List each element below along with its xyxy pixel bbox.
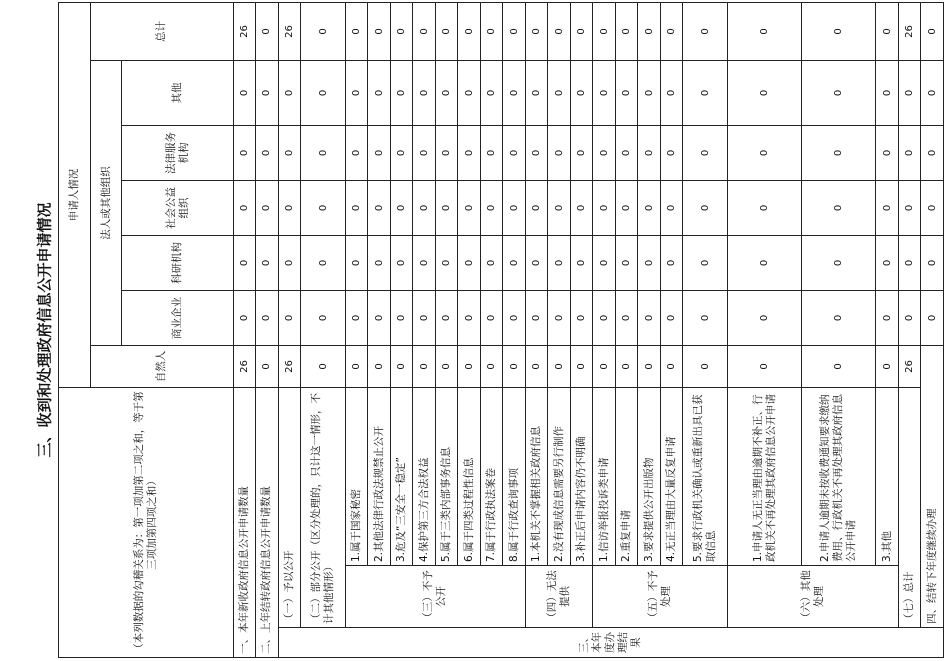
table-row [638, 2, 660, 657]
cell-value: 0 [570, 2, 592, 60]
cell-value: 0 [898, 290, 920, 345]
cell-value: 0 [548, 345, 570, 387]
cell-value: 0 [683, 290, 728, 345]
cell-value: 0 [390, 345, 412, 387]
cell-value: 0 [301, 2, 346, 60]
cell-value: 0 [346, 2, 368, 60]
cell-value: 0 [802, 290, 876, 345]
cell-value: 0 [413, 235, 435, 290]
row-label: 1.属于国家秘密 [346, 387, 368, 565]
cell-value: 0 [390, 2, 412, 60]
cell-value: 0 [413, 345, 435, 387]
header-note: （本列数据的勾稽关系为：第一项加第二项之和，等于第三项加第四项之和） [59, 387, 234, 657]
cell-value: 0 [802, 2, 876, 60]
cell-value: 0 [615, 60, 637, 125]
cell-value: 0 [802, 180, 876, 235]
disclosure-table [58, 2, 944, 658]
table-row [458, 2, 480, 657]
section3-label: 三、本年度办理结果 [278, 628, 943, 658]
cell-value: 0 [480, 2, 502, 60]
cell-value: 0 [458, 290, 480, 345]
cell-value: 0 [548, 2, 570, 60]
cell-value: 0 [233, 180, 255, 235]
cell-value: 0 [728, 180, 802, 235]
cell-value: 0 [921, 290, 944, 345]
row-label: 1.本机关不掌握相关政府信息 [525, 387, 547, 565]
cell-value: 0 [278, 125, 300, 180]
cell-value: 26 [278, 345, 300, 387]
cell-value: 0 [921, 180, 944, 235]
cell-value: 0 [278, 180, 300, 235]
cell-value: 0 [368, 2, 390, 60]
cell-value: 0 [301, 290, 346, 345]
cell-value: 0 [525, 60, 547, 125]
cell-value: 0 [570, 60, 592, 125]
cell-value: 0 [548, 60, 570, 125]
cell-value: 0 [638, 125, 660, 180]
row-label: 3.补正后申请内容仍不明确 [570, 387, 592, 565]
cell-value: 0 [638, 2, 660, 60]
cell-value: 0 [525, 125, 547, 180]
table-row [921, 2, 944, 657]
cell-value: 0 [525, 235, 547, 290]
cell-value: 0 [638, 180, 660, 235]
table-row [413, 2, 435, 657]
cell-value: 0 [346, 60, 368, 125]
cell-value: 0 [638, 60, 660, 125]
cell-value: 0 [233, 60, 255, 125]
cell-value: 0 [570, 125, 592, 180]
cell-value: 0 [876, 345, 898, 387]
cell-value: 0 [480, 235, 502, 290]
row-label: 2.重复申请 [615, 387, 637, 565]
cell-value: 0 [615, 345, 637, 387]
row-label: 3.其他 [876, 387, 898, 565]
cell-value: 0 [683, 345, 728, 387]
cell-value: 0 [615, 125, 637, 180]
row-label: 四、结转下年度继续办理 [921, 345, 944, 627]
cell-value: 0 [390, 60, 412, 125]
cell-value: 26 [233, 345, 255, 387]
cell-value: 0 [802, 125, 876, 180]
table-row [346, 2, 368, 657]
cell-value: 0 [876, 60, 898, 125]
cell-value: 0 [728, 60, 802, 125]
cell-value: 0 [876, 125, 898, 180]
table-row [802, 2, 876, 657]
cell-value: 0 [435, 290, 457, 345]
cell-value: 0 [548, 180, 570, 235]
cell-value: 0 [525, 180, 547, 235]
row-label: （一）予以公开 [278, 387, 300, 627]
header-commercial: 商业企业 [122, 290, 233, 345]
cell-value: 0 [876, 235, 898, 290]
table-row [876, 2, 898, 657]
cell-value: 0 [548, 235, 570, 290]
cell-value: 0 [921, 2, 944, 60]
cell-value: 0 [898, 60, 920, 125]
row-label: 2.其他法律行政法规禁止公开 [368, 387, 390, 565]
cell-value: 0 [525, 2, 547, 60]
table-row [368, 2, 390, 657]
cell-value: 0 [346, 125, 368, 180]
cell-value: 0 [660, 290, 682, 345]
row-label: 5.要求行政机关确认或重新出具已获取信息 [683, 387, 728, 565]
cell-value: 0 [368, 345, 390, 387]
cell-value: 0 [301, 235, 346, 290]
cell-value: 0 [638, 235, 660, 290]
row-label: 2.没有现成信息需要另行制作 [548, 387, 570, 565]
header-legal-group: 法人或其他组织 [90, 60, 122, 345]
cell-value: 0 [503, 345, 525, 387]
cell-value: 0 [256, 345, 278, 387]
cell-value: 0 [233, 290, 255, 345]
cell-value: 0 [435, 235, 457, 290]
cell-value: 0 [683, 2, 728, 60]
row-label: 4.无正当理由大量反复申请 [660, 387, 682, 565]
cell-value: 0 [458, 125, 480, 180]
row-label: 二、上年结转政府信息公开申请数量 [256, 387, 278, 657]
cell-value: 0 [593, 290, 615, 345]
cell-value: 0 [548, 290, 570, 345]
table-row [503, 2, 525, 657]
cell-value: 0 [728, 290, 802, 345]
cell-value: 0 [480, 60, 502, 125]
cell-value: 0 [876, 2, 898, 60]
group-label: （六）其他处理 [728, 566, 899, 628]
table-wrapper [58, 3, 944, 658]
header-research: 科研机构 [122, 235, 233, 290]
cell-value: 0 [503, 60, 525, 125]
cell-value: 0 [368, 180, 390, 235]
table-row [278, 2, 300, 657]
table-row [256, 2, 278, 657]
table-row [570, 2, 592, 657]
cell-value: 0 [898, 235, 920, 290]
table-row [683, 2, 728, 657]
row-label: （七）总计 [898, 387, 920, 627]
cell-value: 0 [615, 180, 637, 235]
cell-value: 0 [435, 345, 457, 387]
row-label: 1.信访举报投诉类申请 [593, 387, 615, 565]
row-label: 8.属于行政查询事项 [503, 387, 525, 565]
row-label: 7.属于行政执法案卷 [480, 387, 502, 565]
header-other: 其他 [122, 60, 233, 125]
row-label: 3.要求提供公开出版物 [638, 387, 660, 565]
cell-value: 0 [368, 235, 390, 290]
cell-value: 0 [503, 290, 525, 345]
cell-value: 0 [480, 290, 502, 345]
cell-value: 0 [728, 235, 802, 290]
row-label: 4.保护第三方合法权益 [413, 387, 435, 565]
cell-value: 0 [728, 2, 802, 60]
cell-value: 0 [660, 125, 682, 180]
cell-value: 0 [480, 345, 502, 387]
table-row [480, 2, 502, 657]
cell-value: 0 [683, 235, 728, 290]
cell-value: 0 [458, 2, 480, 60]
cell-value: 0 [435, 125, 457, 180]
row-label: 1.申请人无正当理由逾期不补正、行政机关不再处理其政府信息公开申请 [728, 387, 802, 565]
cell-value: 0 [413, 290, 435, 345]
cell-value: 0 [593, 235, 615, 290]
cell-value: 0 [503, 235, 525, 290]
cell-value: 0 [233, 235, 255, 290]
cell-value: 0 [728, 125, 802, 180]
cell-value: 0 [921, 235, 944, 290]
cell-value: 0 [660, 60, 682, 125]
header-total: 总计 [90, 2, 233, 60]
cell-value: 0 [802, 60, 876, 125]
cell-value: 0 [256, 290, 278, 345]
cell-value: 0 [368, 60, 390, 125]
cell-value: 0 [458, 235, 480, 290]
table-row [593, 2, 615, 657]
row-label: （二）部分公开（区分处理的，只计这一情形，不计其他情形） [301, 387, 346, 627]
row-label: 6.属于四类过程性信息 [458, 387, 480, 565]
cell-value: 0 [346, 345, 368, 387]
cell-value: 0 [876, 180, 898, 235]
cell-value: 0 [413, 60, 435, 125]
cell-value: 0 [615, 290, 637, 345]
cell-value: 0 [368, 125, 390, 180]
cell-value: 0 [256, 125, 278, 180]
cell-value: 0 [638, 290, 660, 345]
table-row [435, 2, 457, 657]
cell-value: 0 [593, 2, 615, 60]
cell-value: 0 [660, 180, 682, 235]
table-row [301, 2, 346, 657]
cell-value: 0 [525, 290, 547, 345]
table-row [390, 2, 412, 657]
cell-value: 0 [525, 345, 547, 387]
table-row [898, 2, 920, 657]
cell-value: 0 [802, 235, 876, 290]
cell-value: 0 [615, 2, 637, 60]
cell-value: 0 [390, 180, 412, 235]
cell-value: 0 [368, 290, 390, 345]
cell-value: 0 [570, 235, 592, 290]
cell-value: 0 [570, 290, 592, 345]
table-row [728, 2, 802, 657]
cell-value: 0 [503, 2, 525, 60]
cell-value: 0 [593, 60, 615, 125]
cell-value: 0 [570, 180, 592, 235]
header-applicant-group: 申请人情况 [59, 2, 91, 387]
cell-value: 0 [413, 2, 435, 60]
cell-value: 0 [615, 235, 637, 290]
cell-value: 0 [346, 235, 368, 290]
cell-value: 0 [660, 2, 682, 60]
cell-value: 0 [390, 125, 412, 180]
cell-value: 0 [593, 125, 615, 180]
cell-value: 0 [660, 235, 682, 290]
cell-value: 0 [346, 180, 368, 235]
cell-value: 0 [570, 345, 592, 387]
table-row [615, 2, 637, 657]
cell-value: 0 [278, 60, 300, 125]
cell-value: 26 [278, 2, 300, 60]
cell-value: 0 [458, 345, 480, 387]
group-label: （五）不予处理 [593, 566, 728, 628]
row-label: 一、本年新收政府信息公开申请数量 [233, 387, 255, 657]
cell-value: 0 [683, 60, 728, 125]
cell-value: 0 [593, 180, 615, 235]
cell-value: 0 [301, 125, 346, 180]
table-row [525, 2, 547, 657]
group-label: （三）不予公开 [346, 566, 526, 628]
header-legal-service: 法律服务机构 [122, 125, 233, 180]
table-row [233, 2, 255, 657]
cell-value: 0 [301, 180, 346, 235]
cell-value: 0 [435, 60, 457, 125]
cell-value: 0 [480, 125, 502, 180]
cell-value: 26 [233, 2, 255, 60]
cell-value: 0 [802, 345, 876, 387]
cell-value: 0 [413, 125, 435, 180]
cell-value: 0 [898, 125, 920, 180]
cell-value: 0 [435, 180, 457, 235]
header-row-1 [59, 2, 91, 657]
header-public-welfare: 社会公益组织 [122, 180, 233, 235]
cell-value: 0 [278, 235, 300, 290]
cell-value: 0 [435, 2, 457, 60]
cell-value: 0 [683, 180, 728, 235]
cell-value: 0 [458, 60, 480, 125]
cell-value: 0 [301, 60, 346, 125]
cell-value: 0 [593, 345, 615, 387]
cell-value: 0 [233, 125, 255, 180]
cell-value: 0 [921, 125, 944, 180]
cell-value: 0 [301, 345, 346, 387]
row-label: 5.属于三类内部事务信息 [435, 387, 457, 565]
cell-value: 26 [898, 345, 920, 387]
cell-value: 0 [480, 180, 502, 235]
group-label: （四）无法提供 [525, 566, 592, 628]
cell-value: 0 [278, 290, 300, 345]
cell-value: 0 [413, 180, 435, 235]
cell-value: 0 [728, 345, 802, 387]
cell-value: 0 [256, 60, 278, 125]
table-row [660, 2, 682, 657]
cell-value: 0 [256, 235, 278, 290]
cell-value: 0 [256, 180, 278, 235]
cell-value: 0 [683, 125, 728, 180]
cell-value: 0 [256, 2, 278, 60]
header-natural-person: 自然人 [90, 345, 233, 387]
cell-value: 0 [876, 290, 898, 345]
cell-value: 0 [660, 345, 682, 387]
row-label: 2.申请人逾期未按收费通知要求缴纳费用、行政机关不再处理其政府信息公开申请 [802, 387, 876, 565]
cell-value: 0 [346, 290, 368, 345]
cell-value: 0 [898, 180, 920, 235]
cell-value: 26 [898, 2, 920, 60]
cell-value: 0 [390, 235, 412, 290]
cell-value: 0 [638, 345, 660, 387]
cell-value: 0 [503, 125, 525, 180]
row-label: 3.危及“三安全一稳定” [390, 387, 412, 565]
cell-value: 0 [548, 125, 570, 180]
cell-value: 0 [390, 290, 412, 345]
table-row [548, 2, 570, 657]
cell-value: 0 [921, 60, 944, 125]
page-title: 三、收到和处理政府信息公开申请情况 [35, 202, 54, 458]
cell-value: 0 [503, 180, 525, 235]
cell-value: 0 [458, 180, 480, 235]
